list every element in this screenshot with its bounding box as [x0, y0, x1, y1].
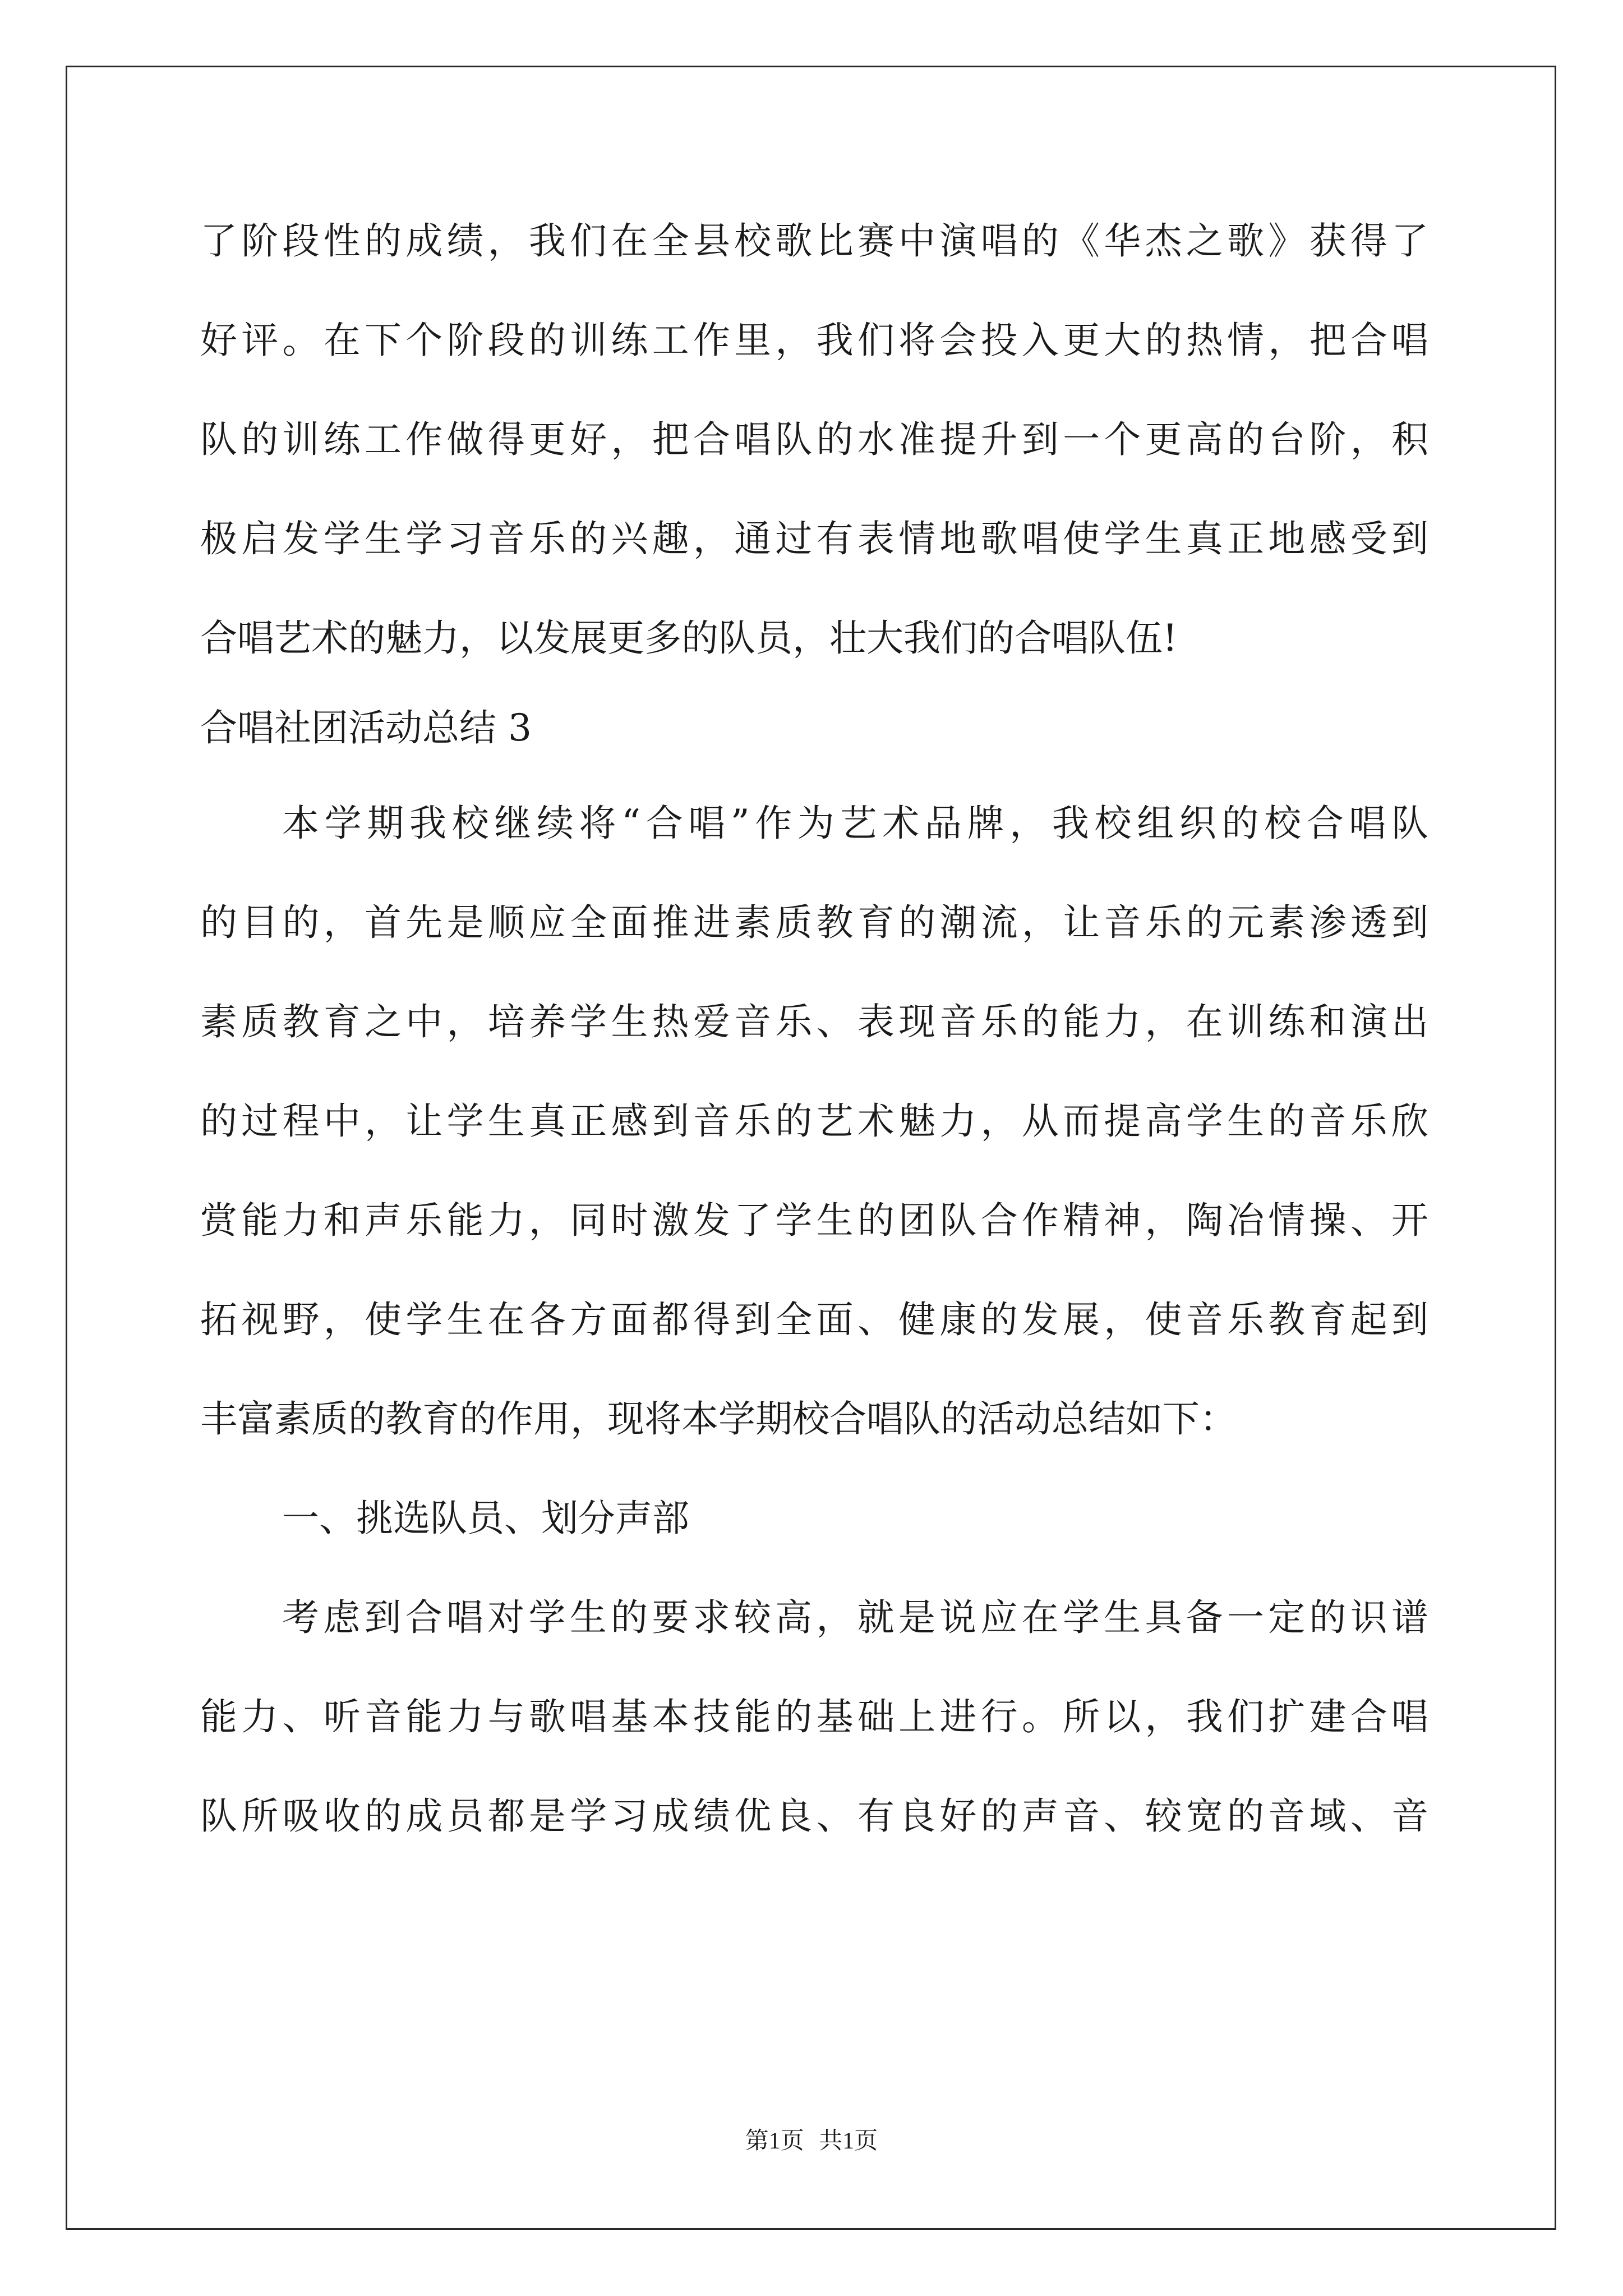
- paragraph-line: 了阶段性的成绩，我们在全县校歌比赛中演唱的《华杰之歌》获得了: [200, 219, 1428, 263]
- paragraph-line: 合唱艺术的魅力，以发展更多的队员，壮大我们的合唱队伍!: [200, 616, 1178, 660]
- paragraph-line: 素质教育之中，培养学生热爱音乐、表现音乐的能力，在训练和演出: [200, 1000, 1428, 1043]
- paragraph-line: 极启发学生学习音乐的兴趣，通过有表情地歌唱使学生真正地感受到: [200, 517, 1428, 560]
- paragraph-line: 队的训练工作做得更好，把合唱队的水准提升到一个更高的台阶，积: [200, 418, 1428, 461]
- page-total: 共1页: [819, 2128, 878, 2154]
- subsection-heading: 一、挑选队员、划分声部: [282, 1497, 689, 1540]
- paragraph-line: 丰富素质的教育的作用，现将本学期校合唱队的活动总结如下：: [200, 1397, 1237, 1441]
- paragraph-line: 队所吸收的成员都是学习成绩优良、有良好的声音、较宽的音域、音: [200, 1795, 1428, 1838]
- paragraph-line: 的过程中，让学生真正感到音乐的艺术魅力，从而提高学生的音乐欣: [200, 1099, 1428, 1143]
- paragraph-line: 本学期我校继续将“合唱”作为艺术品牌，我校组织的校合唱队: [282, 802, 1428, 845]
- page-number: 第1页: [745, 2128, 804, 2154]
- paragraph-line: 考虑到合唱对学生的要求较高，就是说应在学生具备一定的识谱: [282, 1596, 1428, 1639]
- paragraph-line: 拓视野，使学生在各方面都得到全面、健康的发展，使音乐教育起到: [200, 1298, 1428, 1341]
- paragraph-line: 赏能力和声乐能力，同时激发了学生的团队合作精神，陶冶情操、开: [200, 1199, 1428, 1242]
- page-footer: [0, 2124, 1623, 2158]
- paragraph-line: 好评。在下个阶段的训练工作里，我们将会投入更大的热情，把合唱: [200, 319, 1428, 362]
- section-heading: 合唱社团活动总结 3: [200, 706, 532, 749]
- paragraph-line: 能力、听音能力与歌唱基本技能的基础上进行。所以，我们扩建合唱: [200, 1695, 1428, 1738]
- paragraph-line: 的目的，首先是顺应全面推进素质教育的潮流，让音乐的元素渗透到: [200, 901, 1428, 944]
